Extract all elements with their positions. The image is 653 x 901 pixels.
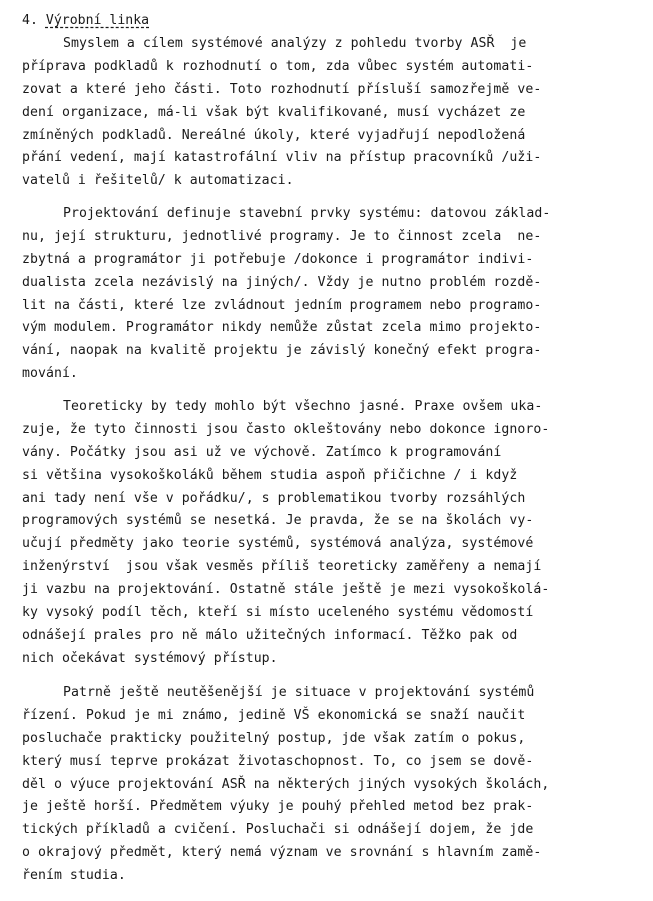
text-line: zuje, že tyto činnosti jsou často okleštovány nebo dokonce ignoro- xyxy=(22,421,550,437)
text-line: tických příkladů a cvičení. Posluchači si odnášejí dojem, že jde xyxy=(22,822,534,838)
paragraph-1 xyxy=(22,33,632,193)
text-line: je ještě horší. Předmětem výuky je pouhý přehled metod bez prak- xyxy=(22,799,534,815)
text-line: nich očekávat systémový přístup. xyxy=(22,650,278,666)
text-line: si většina vysokoškoláků během studia aspoň přičichne / i když xyxy=(22,467,518,483)
paragraph-4 xyxy=(22,682,632,888)
text-line: zbytná a programátor ji potřebuje /dokonce i programátor indivi- xyxy=(22,251,534,267)
text-line: odnášejí prales pro ně málo užitečných informací. Těžko pak od xyxy=(22,627,518,643)
text-line: vány. Počátky jsou asi už ve výchově. Zatímco k programování xyxy=(22,444,502,460)
text-line: dení organizace, má-li však být kvalifikované, musí vycházet ze xyxy=(22,104,526,120)
text-line: dualista zcela nezávislý na jiných/. Vždy je nutno problém rozdě- xyxy=(22,274,542,290)
text-line: příprava podkladů k rozhodnutí o tom, zda vůbec systém automati- xyxy=(22,58,534,74)
text-line: o okrajový předmět, který nemá význam ve srovnání s hlavním zamě- xyxy=(22,845,542,861)
text-line: ky vysoký podíl těch, kteří si místo uceleného systému vědomostí xyxy=(22,605,534,621)
section-title: Výrobní linka xyxy=(45,13,150,28)
section-heading xyxy=(22,10,149,32)
text-line: Smyslem a cílem systémové analýzy z pohledu tvorby ASŘ je xyxy=(63,36,527,51)
paragraph-2 xyxy=(22,203,632,386)
text-line: řením studia. xyxy=(22,868,126,884)
text-line: děl o výuce projektování ASŘ na některých jiných vysokých školách, xyxy=(22,776,550,792)
text-line: přání vedení, mají katastrofální vliv na přístup pracovníků /uži- xyxy=(22,150,542,166)
text-line: vání, naopak na kvalitě projektu je závislý konečný efekt progra- xyxy=(22,343,542,359)
text-line: Patrně ještě neutěšenější je situace v projektování systémů xyxy=(63,685,535,700)
text-line: vatelů i řešitelů/ k automatizaci. xyxy=(22,173,294,189)
section-number: 4. xyxy=(22,13,38,28)
text-line: Teoreticky by tedy mohlo být všechno jasné. Praxe ovšem uka- xyxy=(63,399,543,414)
text-line: inženýrství jsou však vesměs příliš teoreticky zaměřeny a nemají xyxy=(22,559,542,575)
text-line: ji vazbu na projektování. Ostatně stále ještě je mezi vysokoškolá- xyxy=(22,582,550,598)
text-line: programových systémů se nesetká. Je pravda, že se na školách vy- xyxy=(22,513,534,529)
text-line: zovat a které jeho části. Toto rozhodnutí přísluší samozřejmě ve- xyxy=(22,81,542,97)
text-line: nu, její strukturu, jednotlivé programy. Je to činnost zcela ne- xyxy=(22,228,542,244)
text-line: ani tady není vše v pořádku/, s problematikou tvorby rozsáhlých xyxy=(22,490,526,506)
paragraph-3 xyxy=(22,396,632,671)
text-line: řízení. Pokud je mi známo, jedině VŠ ekonomická se snaží naučit xyxy=(22,707,526,723)
text-line: Projektování definuje stavební prvky systému: datovou základ- xyxy=(63,206,551,221)
text-line: zmíněných podkladů. Nereálné úkoly, které vyjadřují nepodložená xyxy=(22,127,526,143)
text-line: posluchače prakticky použitelný postup, jde však zatím o pokus, xyxy=(22,730,526,746)
text-line: který musí teprve prokázat životaschopnost. To, co jsem se dově- xyxy=(22,753,534,769)
text-line: mování. xyxy=(22,366,78,382)
text-line: učují předměty jako teorie systémů, systémová analýza, systémové xyxy=(22,536,534,552)
text-line: lit na části, které lze zvládnout jedním programem nebo programo- xyxy=(22,297,542,313)
text-line: vým modulem. Programátor nikdy nemůže zůstat zcela mimo projekto- xyxy=(22,320,542,336)
